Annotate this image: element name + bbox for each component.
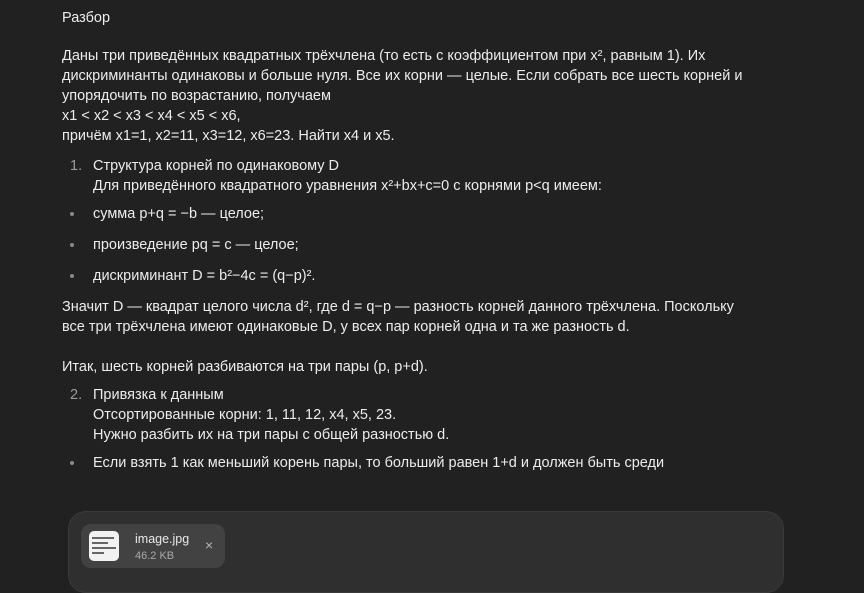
step-number: 1. xyxy=(70,158,83,174)
intro-line: дискриминанты одинаковы и больше нуля. Все их корни — целые. Если собрать все шесть корней и xyxy=(62,68,743,84)
intro-line: x1 < x2 < x3 < x4 < x5 < x6, xyxy=(62,108,241,124)
list-item xyxy=(62,204,802,224)
attachment-chip[interactable] xyxy=(81,524,225,568)
section-heading: Разбор xyxy=(62,10,111,26)
list-item xyxy=(62,266,802,286)
remove-attachment-icon[interactable]: × xyxy=(205,537,214,553)
list-item-text: дискриминант D = b²−4c = (q−p)². xyxy=(93,268,316,284)
list-item xyxy=(62,453,802,473)
intro-paragraph xyxy=(62,46,802,146)
intro-line: Даны три приведённых квадратных трёхчлена (то есть с коэффициентом при x², равным 1). Их xyxy=(62,48,706,64)
intro-line: причём x1=1, x2=11, x3=12, x6=23. Найти x4 и x5. xyxy=(62,128,395,144)
bullet-list xyxy=(62,204,802,286)
list-item xyxy=(62,235,802,255)
list-item-text: Если взять 1 как меньший корень пары, то больший равен 1+d и должен быть среди xyxy=(93,455,665,471)
step-text: Отсортированные корни: 1, 11, 12, x4, x5, 23. xyxy=(93,407,397,423)
step-title: Структура корней по одинаковому D xyxy=(93,158,340,174)
bullet-dot-icon xyxy=(70,212,74,216)
bullet-list xyxy=(62,453,802,473)
explanation-line: Значит D — квадрат целого числа d², где d = q−p — разность корней данного трёхчлена. Поскольку xyxy=(62,299,734,315)
message-composer[interactable] xyxy=(68,511,784,593)
step-title: Привязка к данным xyxy=(93,387,224,403)
attachment-name: image.jpg xyxy=(135,532,190,546)
step-text: Нужно разбить их на три пары с общей разностью d. xyxy=(93,427,450,443)
step-number: 2. xyxy=(70,387,83,403)
intro-line: упорядочить по возрастанию, получаем xyxy=(62,88,331,104)
explanation-line: все три трёхчлена имеют одинаковые D, у всех пар корней одна и та же разность d. xyxy=(62,319,630,335)
bullet-dot-icon xyxy=(70,243,74,247)
list-item-text: произведение pq = c — целое; xyxy=(93,237,299,253)
bullet-dot-icon xyxy=(70,461,74,465)
attachment-size: 46.2 KB xyxy=(135,550,175,562)
list-item-text: сумма p+q = −b — целое; xyxy=(93,206,265,222)
bullet-dot-icon xyxy=(70,274,74,278)
image-thumbnail-icon xyxy=(89,531,119,561)
step-text: Для приведённого квадратного уравнения x²+bx+c=0 с корнями p<q имеем: xyxy=(93,178,602,194)
message-content xyxy=(62,8,802,484)
step-1 xyxy=(62,156,802,196)
pairs-paragraph: Итак, шесть корней разбиваются на три пары (p, p+d). xyxy=(62,359,428,375)
step-2 xyxy=(62,385,802,445)
explanation-paragraph xyxy=(62,297,802,337)
